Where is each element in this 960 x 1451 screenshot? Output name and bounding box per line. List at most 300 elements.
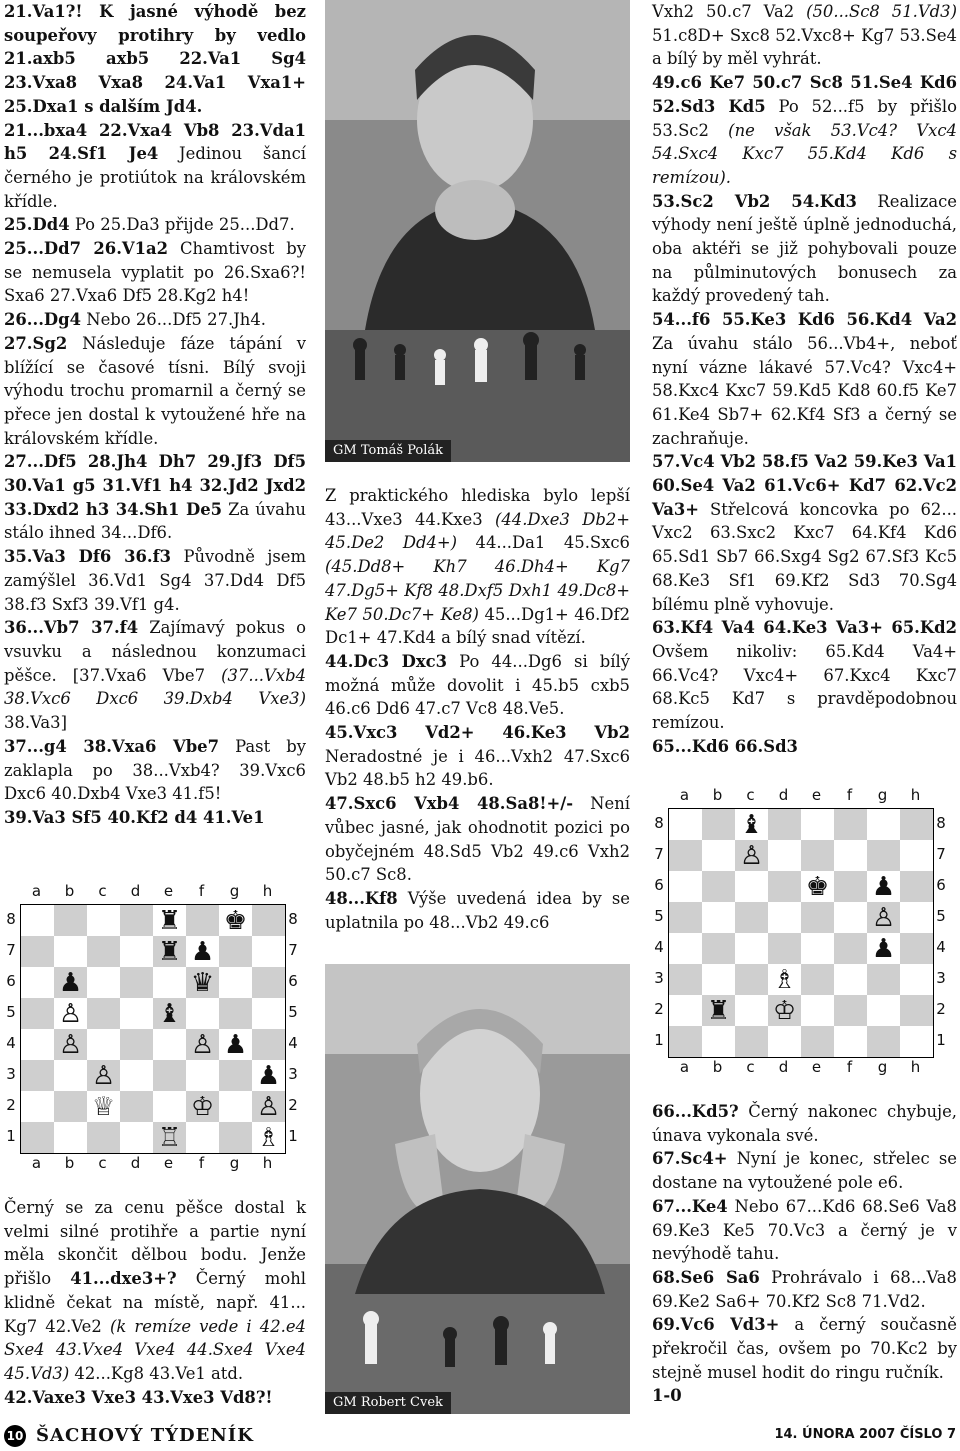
page-footer [0,1421,960,1451]
board-square [867,964,900,995]
issue-info: 14. ÚNORA 2007 ČÍSLO 7 [774,1427,956,1442]
board-square [252,936,285,967]
file-label: h [910,1058,921,1076]
board-square [669,840,702,871]
board-square [669,871,702,902]
board-square [801,964,834,995]
column-1-continued [4,1196,306,1409]
file-label: d [778,1058,789,1076]
column-3 [652,0,957,759]
rank-label: 1 [936,1031,946,1049]
board-square: ♙ [87,1060,120,1091]
rank-label: 2 [654,1000,664,1018]
board-square [702,1026,735,1057]
board-square [153,1091,186,1122]
board-square [702,809,735,840]
rank-label: 6 [936,876,946,894]
comment: Střelcová koncovka po 62... Vxc2 63.Sxc2 Kxc7 64.Kf4 Kd6 65.Sd1 Sb7 66.Sxg4 Sg2 67.Sf3 Kc5 68.Ke3 Sf1 69.Kf2 Sd3 70.Sg4 bílému plně vyhovuje. [652,499,957,614]
rank-label: 6 [288,972,298,990]
board-square [186,1060,219,1091]
board-square [120,1091,153,1122]
board-square [768,1026,801,1057]
file-label: g [229,882,240,900]
board-square [735,995,768,1026]
rank-label: 1 [6,1127,16,1145]
board-square [120,1029,153,1060]
board-square [834,964,867,995]
paragraph [4,545,306,616]
paragraph [652,1195,957,1266]
board-square [867,1026,900,1057]
file-label: d [130,1154,141,1172]
paragraph [652,308,957,450]
rank-label: 8 [936,814,946,832]
move: 57.Vc4 Vb2 58.f5 Va2 59.Ke3 Va1 60.Se4 Va2 61.Vc6+ Kd7 62.Vc2 Va3+ [652,452,957,519]
paragraph [4,1386,306,1410]
board-square [834,995,867,1026]
comment: Z praktického hlediska bylo lepší 43...Vxe3 44.Kxe3 [325,486,630,529]
board-square [21,1122,54,1153]
board-square [867,840,900,871]
move: 25...Dd7 26.V1a2 [4,239,169,259]
board-square [120,905,153,936]
magazine-name: ŠACHOVÝ TÝDENÍK [36,1425,254,1446]
board-square [252,967,285,998]
board-square [21,967,54,998]
comment: Zajímavý pokus o vsuvku a následnou konzumaci pěšce. [37.Vxa6 Vbe7 [4,618,306,685]
board-square [153,1029,186,1060]
file-labels-bottom [20,1154,284,1172]
board-square [735,871,768,902]
comment: 51.c8D+ Sxc8 52.Vxc8+ Kg7 53.Se4 a bílý by měl vyhrát. [652,25,957,69]
rank-labels-left [4,904,18,1152]
rank-label: 8 [654,814,664,832]
comment: Po 25.Da3 přijde 25...Dd7. [69,215,295,235]
paragraph [652,190,957,309]
board-square: ♙ [54,1029,87,1060]
rank-label: 4 [654,938,664,956]
comment: 42...Kg8 43.Ve1 atd. [69,1363,244,1383]
paragraph [4,308,306,332]
board-square [87,998,120,1029]
move: 21.Va1?! K jasné výhodě bez soupeřovy protihry by vedlo 21.axb5 axb5 22.Va1 Sg4 23.Vxa8 Vxa8 24.Va1 Vxa1+ 25.Dxa1 s dalším Jd4. [4,2,306,116]
board-square: ♟ [871,871,896,902]
rank-labels-right [286,904,300,1152]
comment: Realizace výhody není ještě úplně jednoduchá, oba aktéři se již pohybovali pouze na půlminutových bonusech za každý provedený tah. [652,191,957,306]
board-square: ♛ [186,967,219,998]
rank-labels-left [652,808,666,1056]
file-labels-bottom [668,1058,932,1076]
file-label: g [229,1154,240,1172]
comment: Nebo 26...Df5 27.Jh4. [81,310,267,330]
rank-label: 5 [654,907,664,925]
board-square [120,998,153,1029]
move: 27...Df5 28.Jh4 Dh7 29.Jf3 Df5 30.Va1 g5 31.Vf1 h4 32.Jd2 Jxd2 33.Dxd2 h3 34.Sh1 De5 [4,452,306,519]
rank-label: 7 [6,941,16,959]
board-square: ♟ [54,967,87,998]
board-square [186,905,219,936]
move: 25.Dd4 [4,215,70,235]
paragraph [4,119,306,214]
file-label: b [64,1154,75,1172]
file-label: e [811,786,822,804]
paragraph [652,450,957,616]
paragraph [325,792,630,887]
board-square [21,1091,54,1122]
board-square [735,964,768,995]
paragraph [652,71,957,190]
board-square [735,1026,768,1057]
board-square [120,1122,153,1153]
board-square [702,933,735,964]
move: 48...Kf8 [325,888,398,908]
board-square [768,871,801,902]
rank-label: 4 [288,1034,298,1052]
comment: Výše uvedená idea by se uplatnila po 48...Vb2 49.c6 [325,888,630,932]
board-square [834,809,867,840]
board-square: ♚ [805,871,830,902]
move: 41...dxe3+? [70,1269,177,1289]
file-label: c [98,1154,107,1172]
paragraph [325,484,630,650]
board-square [120,967,153,998]
board-square [900,1026,933,1057]
rank-label: 4 [6,1034,16,1052]
file-labels-top [20,882,284,900]
comment: a černý současně překročil čas, ovšem po 70.Kc2 by stejně musel hodit do ringu ručník. [652,1315,958,1382]
board-square [252,1029,285,1060]
move: 27.Sg2 [4,333,68,353]
rank-label: 1 [288,1127,298,1145]
move: 65...Kd6 66.Sd3 [652,736,798,756]
board-square [801,809,834,840]
move: 39.Va3 Sf5 40.Kf2 d4 41.Ve1 [4,807,265,827]
rank-label: 3 [654,969,664,987]
rank-label: 4 [936,938,946,956]
file-label: e [163,1154,174,1172]
file-label: g [877,1058,888,1076]
file-label: h [262,882,273,900]
comment: Vxh2 50.c7 Va2 [652,2,807,21]
paragraph [4,0,306,119]
board-square [867,809,900,840]
comment: Za úvahu stálo 56...Vb4+, neboť nyní vázne lákavé 57.Vc4? Vxc4+ 58.Kxc4 Kxc7 59.Kd5 Kd8 60.f5 Ke7 61.Ke4 Sb7+ 62.Kf4 Sf3 a černý se zachraňuje. [652,333,957,448]
board-square [702,964,735,995]
board-square [87,905,120,936]
file-label: a [31,882,42,900]
board-square [669,964,702,995]
comment: Není vůbec jasné, jak ohodnotit pozici po obyčejném 48.Sd5 Vb2 49.c6 Vxh2 50.c7 Sc8. [325,794,630,885]
board-square [669,902,702,933]
board-square [21,905,54,936]
variation: (37...Vxb4 38.Vxc6 Dxc6 39.Dxb4 Vxe3) [4,665,306,709]
board-square [21,936,54,967]
chessboard [20,904,286,1154]
column-2-text [325,484,630,934]
board-square [87,936,120,967]
paragraph [4,213,306,237]
paragraph [4,806,306,830]
move: 37...g4 38.Vxa6 Vbe7 [4,736,220,756]
rank-label: 2 [6,1096,16,1114]
rank-label: 2 [288,1096,298,1114]
column-2 [325,0,630,1420]
column-3-continued [652,1100,957,1408]
file-label: d [778,786,789,804]
board-square: ♗ [772,964,797,995]
board-square [54,1060,87,1091]
rank-labels-right [934,808,948,1056]
board-square [669,933,702,964]
board-square [768,809,801,840]
comment: 38.Va3] [4,713,67,733]
variation: (45.Dd8+ Kh7 46.Dh4+ Kg7 47.Dg5+ Kf8 48.Dxf5 Dxh1 49.Dc8+ Ke7 50.Dc7+ Ke8) [325,557,630,624]
board-square [900,995,933,1026]
paragraph [652,1100,957,1147]
rank-label: 3 [936,969,946,987]
board-square [21,1029,54,1060]
board-square [669,995,702,1026]
comment: 44...Da1 45.Sxc6 [457,533,630,553]
board-square: ♟ [871,933,896,964]
rank-label: 7 [936,845,946,863]
file-label: f [198,1154,205,1172]
move: 45.Vxc3 Vd2+ 46.Ke3 Vb2 [325,723,630,743]
variation: (ne však 53.Vc4? Vxc4 54.Sxc4 Kxc7 55.Kd4 Kd6 s remízou). [652,120,957,187]
rank-label: 7 [288,941,298,959]
comment: Po 52...f5 by přišlo 53.Sc2 [652,96,957,140]
board-square [702,840,735,871]
file-label: g [877,786,888,804]
paragraph [325,650,630,721]
move: 36...Vb7 37.f4 [4,618,139,638]
board-square [54,1091,87,1122]
comment: 45...Dg1+ 46.Df2 Dc1+ 47.Kd4 a bílý snad vítězí. [325,604,631,648]
file-label: h [262,1154,273,1172]
board-square: ♜ [153,936,186,967]
board-square [834,1026,867,1057]
board-square: ♜ [157,905,182,936]
file-label: d [130,882,141,900]
board-square: ♟ [256,1060,281,1091]
board-square [702,902,735,933]
board-square [669,1026,702,1057]
column-1 [4,0,306,830]
board-square [252,905,285,936]
variation: (44.Dxe3 Db2+ 45.De2 Dd4+) [325,509,630,553]
comment: Past by zaklapla po 38...Vxb4? 39.Vxc6 Dxc6 40.Dxb4 Vxe3 41.f5! [4,736,307,804]
board-square: ♙ [58,998,83,1029]
move: 68.Se6 Sa6 [652,1267,760,1287]
file-label: a [679,786,690,804]
paragraph [325,721,630,792]
board-square [900,809,933,840]
board-square [219,936,252,967]
file-label: a [31,1154,42,1172]
board-square [834,902,867,933]
board-square [120,936,153,967]
board-square [153,967,186,998]
board-square [669,809,702,840]
paragraph [652,1266,957,1313]
move: 49.c6 Ke7 50.c7 Sc8 51.Se4 Kd6 52.Sd3 Kd5 [652,73,957,116]
board-square [54,1122,87,1153]
paragraph [4,735,306,806]
file-label: e [811,1058,822,1076]
board-square [768,840,801,871]
paragraph [652,1384,957,1408]
board-square: ♙ [867,902,900,933]
photo-polak [325,0,630,462]
comment: Nebo 67...Kd6 68.Se6 Va8 69.Ke3 Ke5 70.Vc3 a černý je v nevýhodě tahu. [652,1196,957,1264]
chessboard [668,808,934,1058]
chess-diagram-2 [652,786,952,1096]
board-square [87,1122,120,1153]
rank-label: 5 [6,1003,16,1021]
comment: Chamtivost by se nemusela vyplatit po 26.Sxa6?! Sxa6 27.Vxa6 Df5 28.Kg2 h4! [4,239,306,306]
rank-label: 8 [6,910,16,928]
board-square: ♝ [739,809,764,840]
board-square: ♝ [153,998,186,1029]
board-square [21,998,54,1029]
file-label: c [98,882,107,900]
board-square [186,1122,219,1153]
comment: Černý mohl klidně čekat na místě, např. 41... Kg7 42.Ve2 [4,1269,306,1336]
paragraph [4,237,306,308]
board-square: ♔ [186,1091,219,1122]
board-square [186,998,219,1029]
comment: Neradostné je i 46...Vxh2 47.Sxc6 Vb2 48.b5 h2 49.b6. [325,746,630,790]
board-square [219,967,252,998]
board-square [120,1060,153,1091]
variation: (k remíze vede i 42.e4 Sxe4 43.Vxe4 Vxe4 44.Sxe4 Vxe4 45.Vd3) [4,1316,306,1383]
paragraph [325,887,630,934]
move: 69.Vc6 Vd3+ [652,1315,780,1335]
board-square: ♕ [91,1091,116,1122]
board-square: ♟ [223,1029,248,1060]
move: 47.Sxc6 Vxb4 48.Sa8!+/- [325,794,574,814]
board-square: ♙ [186,1029,219,1060]
photo-caption: GM Robert Cvek [325,1392,451,1414]
photo-cvek [325,964,630,1414]
board-square [801,933,834,964]
board-square [834,871,867,902]
board-square [801,995,834,1026]
move: 26...Dg4 [4,310,82,330]
move: 67...Ke4 [652,1196,728,1216]
comment: Prohrávalo i 68...Va8 69.Ke2 Sa6+ 70.Kf2 Sc8 71.Vd2. [652,1267,957,1311]
paragraph [652,735,957,759]
paragraph [4,1196,306,1386]
page-number: 10 [4,1425,26,1447]
move: 44.Dc3 Dxc3 [325,651,448,671]
comment: Černý nakonec chybuje, únava vykonala své. [652,1102,957,1145]
board-square [252,998,285,1029]
rank-label: 5 [288,1003,298,1021]
chess-diagram-1 [4,882,304,1192]
board-square [87,967,120,998]
file-label: b [712,786,723,804]
file-label: c [746,786,755,804]
rank-label: 7 [654,845,664,863]
rank-label: 1 [654,1031,664,1049]
paragraph [4,450,306,545]
paragraph [4,616,306,735]
board-square: ♙ [252,1091,285,1122]
board-square [900,933,933,964]
board-square [768,902,801,933]
comment: Nyní je konec, střelec se dostane na vytoužené pole e6. [652,1149,957,1193]
board-square [219,1091,252,1122]
board-square: ♗ [256,1122,281,1153]
paragraph [4,332,306,451]
board-square [87,1029,120,1060]
file-label: f [846,786,853,804]
file-label: e [163,882,174,900]
move: 63.Kf4 Va4 64.Ke3 Va3+ 65.Kd2 [652,618,957,638]
board-square [219,998,252,1029]
result: 1-0 [652,1386,682,1406]
comment: Černý se za cenu pěšce dostal k velmi silné protihře a partie nyní měla skončit dělbou bodu. Jenže přišlo [4,1198,306,1289]
board-square [900,902,933,933]
file-label: f [198,882,205,900]
board-square [834,933,867,964]
board-square [801,1026,834,1057]
board-square [54,936,87,967]
board-square: ♔ [768,995,801,1026]
file-label: a [679,1058,690,1076]
board-square: ♟ [190,936,215,967]
file-label: b [712,1058,723,1076]
rank-label: 3 [288,1065,298,1083]
rank-label: 5 [936,907,946,925]
board-square [801,840,834,871]
paragraph [652,616,957,735]
board-square [735,902,768,933]
move: 42.Vaxe3 Vxe3 43.Vxe3 Vd8?! [4,1387,273,1407]
photo-caption: GM Tomáš Polák [325,440,451,462]
board-square [768,933,801,964]
rank-label: 3 [6,1065,16,1083]
comment: Za úvahu stálo ihned 34...Df6. [4,499,306,543]
move: 21...bxa4 22.Vxa4 Vb8 23.Vda1 h5 24.Sf1 Je4 [4,120,306,164]
comment: Jedinou šancí černého je protiútok na královském křídle. [4,144,306,211]
board-square [900,964,933,995]
move: 35.Va3 Df6 36.f3 [4,547,172,567]
portrait-image [325,964,630,1414]
rank-label: 6 [6,972,16,990]
board-square [801,902,834,933]
board-square [702,871,735,902]
board-square [900,840,933,871]
comment: Následuje fáze tápání v blížící se časové tísni. Bílý svoji výhodu trochu promarnil a černý se přece jen dostal k vytoužené hře na královském křídle. [4,333,306,448]
portrait-image [325,0,630,462]
paragraph [652,0,957,71]
board-square: ♖ [153,1122,186,1153]
board-square [21,1060,54,1091]
board-square [900,871,933,902]
board-square [735,933,768,964]
board-square: ♚ [223,905,248,936]
paragraph [652,1147,957,1194]
rank-label: 2 [936,1000,946,1018]
file-label: f [846,1058,853,1076]
move: 67.Sc4+ [652,1149,728,1169]
file-label: c [746,1058,755,1076]
variation: (50...Sc8 51.Vd3) [806,2,957,21]
board-square [219,1122,252,1153]
board-square: ♜ [702,995,735,1026]
